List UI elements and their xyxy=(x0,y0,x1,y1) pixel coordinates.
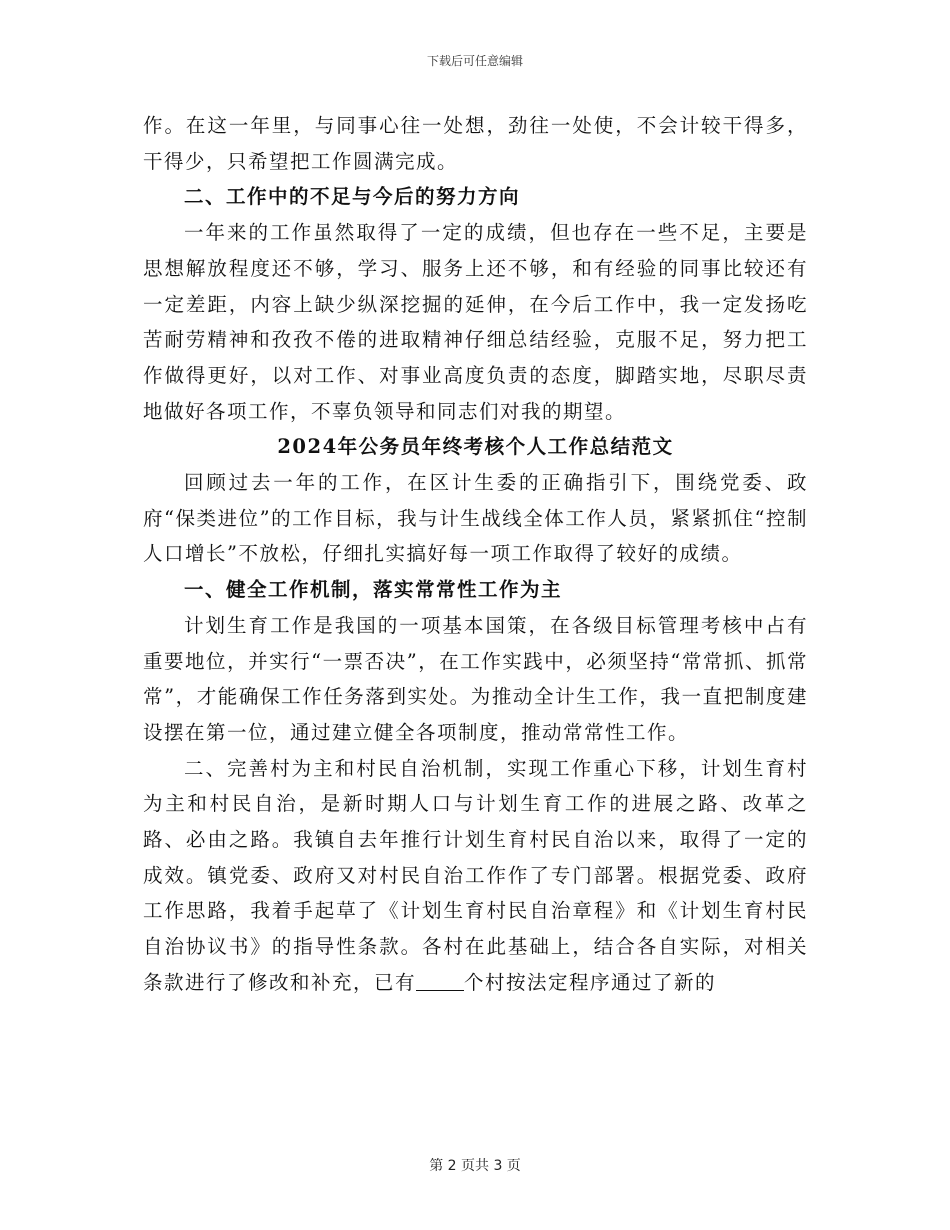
document-title: 2024年公务员年终考核个人工作总结范文 xyxy=(277,435,674,459)
document-body xyxy=(143,108,808,1001)
paragraph-continuation: 作。在这一年里，与同事心往一处想，劲往一处使，不会计较干得多，干得少，只希望把工作圆满完成。 xyxy=(143,114,808,173)
section-heading-mechanism: 一、健全工作机制，落实常常性工作为主 xyxy=(183,578,562,602)
paragraph-review: 回顾过去一年的工作，在区计生委的正确指引下，围绕党委、政府“保类进位”的工作目标，我与计生战线全体工作人员，紧紧抓住“控制人口增长”不放松，仔细扎实搞好每一项工作取得了较好的成绩。 xyxy=(143,471,808,566)
page-header: 下载后可任意编辑 xyxy=(426,54,523,68)
section-heading-shortcomings: 二、工作中的不足与今后的努力方向 xyxy=(183,185,520,209)
paragraph-policy: 计划生育工作是我国的一项基本国策，在各级目标管理考核中占有重要地位，并实行“一票否决”，在工作实践中，必须坚持“常常抓、抓常常”，才能确保工作任务落到实处。为推动全计生工作，我一直把制度建设摆在第一位，通过建立健全各项制度，推动常常性工作。 xyxy=(143,613,808,744)
paragraph-shortcomings: 一年来的工作虽然取得了一定的成绩，但也存在一些不足，主要是思想解放程度还不够，学习、服务上还不够，和有经验的同事比较还有一定差距，内容上缺少纵深挖掘的延伸，在今后工作中，我一定发扬吃苦耐劳精神和孜孜不倦的进取精神仔细总结经验，克服不足，努力把工作做得更好，以对工作、对事业高度负责的态度，脚踏实地，尽职尽责地做好各项工作，不辜负领导和同志们对我的期望。 xyxy=(143,221,808,423)
paragraph-village-autonomy xyxy=(143,751,808,1001)
page-footer: 第 2 页共 3 页 xyxy=(429,1158,521,1174)
paragraph-village-autonomy-text: 二、完善村为主和村民自治机制，实现工作重心下移，计划生育村为主和村民自治，是新时期人口与计划生育工作的进展之路、改革之路、必由之路。我镇自去年推行计划生育村民自治以来，取得了一定的成效。镇党委、政府又对村民自治工作作了专门部署。根据党委、政府工作思路，我着手起草了《计划生育村民自治章程》和《计划生育村民自治协议书》的指导性条款。各村在此基础上，结合各自实际，对相关条款进行了修改和补充，已有 xyxy=(143,756,808,994)
paragraph-village-autonomy-tail: 个村按法定程序通过了新的 xyxy=(464,970,717,994)
fill-in-blank xyxy=(416,972,464,991)
